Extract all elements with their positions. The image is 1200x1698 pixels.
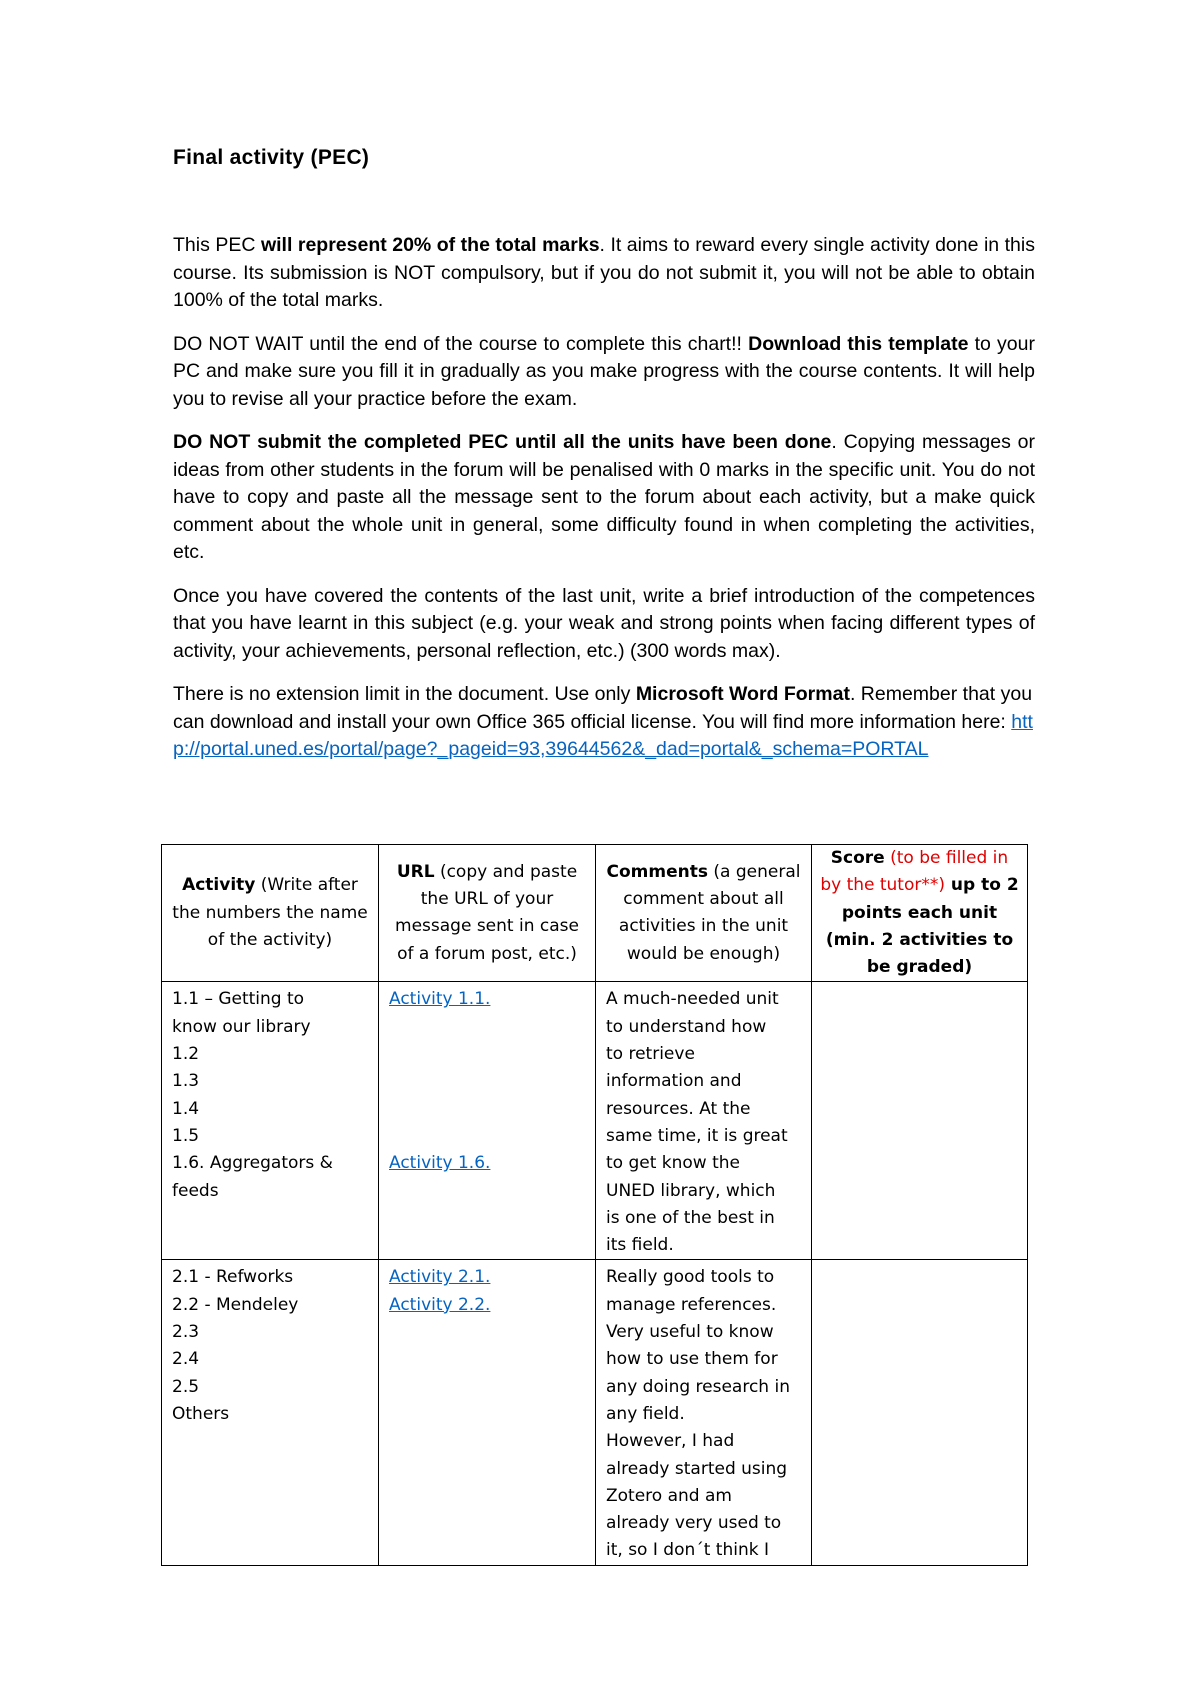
document-title: Final activity (PEC) [173, 146, 370, 169]
activity-2-1-link[interactable]: Activity 2.1. [389, 1267, 491, 1288]
table-header-row [162, 845, 1028, 982]
activity-2-2-link[interactable]: Activity 2.2. [389, 1294, 491, 1315]
row1-url-cell [379, 982, 596, 1260]
row2-activity-cell: 2.1 - Refworks 2.2 - Mendeley 2.3 2.4 2.5 Others [162, 1260, 379, 1565]
header-score: Score (to be filled in by the tutor**) up to 2 points each unit (min. 2 activities to be graded) [812, 845, 1028, 982]
table-row [162, 1260, 1028, 1565]
activity-1-6-link[interactable]: Activity 1.6. [389, 1153, 491, 1174]
row2-score-cell[interactable] [812, 1260, 1028, 1565]
paragraph-intro: This PEC will represent 20% of the total marks. It aims to reward every single activity done in this course. Its submission is NOT compulsory, but if you do not submit it, you will not be able to obtain 100% of the total marks. [173, 234, 1035, 311]
row1-score-cell[interactable] [812, 982, 1028, 1260]
row1-activity-cell: 1.1 – Getting to know our library 1.2 1.3 1.4 1.5 1.6. Aggregators & feeds [162, 982, 379, 1260]
paragraph-submission-rules: DO NOT submit the completed PEC until all the units have been done. Copying messages or ideas from other students in the forum will be penalised with 0 marks in the specific unit. You do not have to copy and paste all the message sent to the forum about each activity, but a make quick comment about the whole unit in general, some difficulty found in when completing the activities, etc. [173, 431, 1036, 563]
activity-1-1-link[interactable]: Activity 1.1. [389, 989, 491, 1010]
paragraph-competences: Once you have covered the contents of the last unit, write a brief introduction of the competences that you have learnt in this subject (e.g. your weak and strong points when facing different types of activity, your achievements, personal reflection, etc.) (300 words max). [173, 584, 1035, 662]
header-url: URL (copy and paste the URL of your message sent in case of a forum post, etc.) [379, 845, 596, 982]
row1-comment-cell: A much-needed unit to understand how to retrieve information and resources. At the same time, it is great to get know the UNED library, which is one of the best in its field. [596, 982, 812, 1260]
row2-comment-cell: Really good tools to manage references. Very useful to know how to use them for any doing research in any field. However, I had already started using Zotero and am already very used to it, so I don´t think I [596, 1260, 812, 1565]
table-row [162, 982, 1028, 1260]
paragraph-format: There is no extension limit in the document. Use only Microsoft Word Format. Remember that you can download and install your own Office 365 official license. You will find more information here: http://portal.uned.es/portal/page?_pageid=93,39644562&_dad=portal&_schema=PORTAL [173, 683, 1033, 760]
activity-table [161, 844, 1028, 1566]
document-body [173, 232, 1035, 780]
paragraph-do-not-wait: DO NOT WAIT until the end of the course to complete this chart!! Download this template to your PC and make sure you fill it in gradually as you make progress with the course contents. It will help you to revise all your practice before the exam. [173, 332, 1035, 410]
row2-url-cell [379, 1260, 596, 1565]
header-activity: Activity (Write after the numbers the name of the activity) [162, 845, 379, 982]
header-comments: Comments (a general comment about all activities in the unit would be enough) [596, 845, 812, 982]
portal-link[interactable]: http://portal.uned.es/portal/page?_pageid=93,39644562&_dad=portal&_schema=PORTAL [173, 710, 1033, 760]
